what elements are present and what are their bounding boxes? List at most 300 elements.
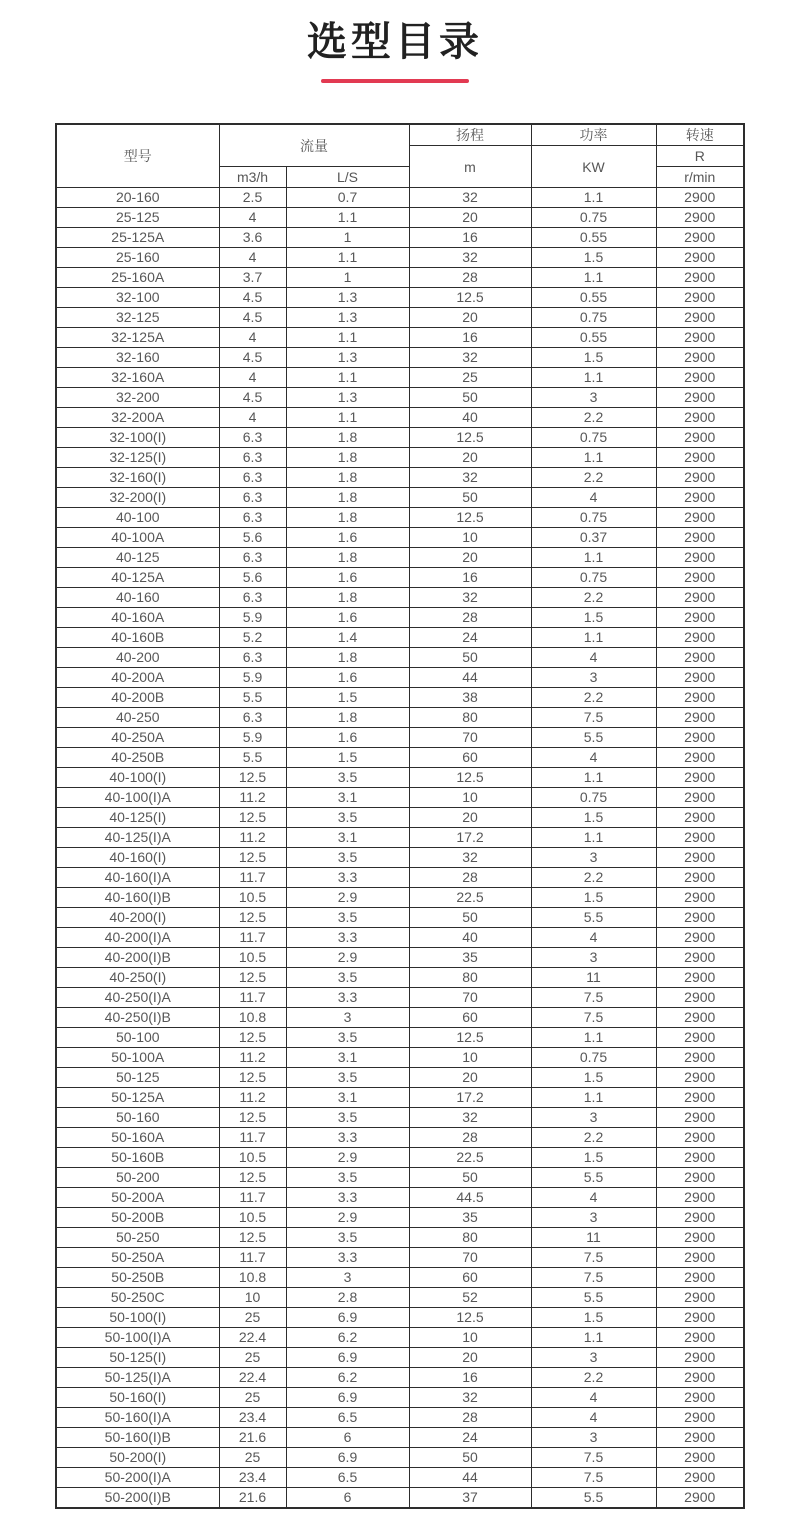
cell-flow-m3h: 11.7	[219, 868, 286, 888]
cell-model: 32-160(I)	[56, 468, 219, 488]
cell-flow-m3h: 12.5	[219, 808, 286, 828]
header-model: 型号	[56, 124, 219, 188]
cell-model: 50-160	[56, 1108, 219, 1128]
cell-flow-m3h: 25	[219, 1348, 286, 1368]
cell-head-m: 20	[409, 548, 531, 568]
cell-flow-ls: 3.1	[286, 1088, 409, 1108]
table-body	[56, 188, 744, 1509]
cell-power-kw: 5.5	[531, 908, 656, 928]
table-row	[56, 928, 744, 948]
cell-power-kw: 7.5	[531, 1268, 656, 1288]
cell-power-kw: 5.5	[531, 1168, 656, 1188]
cell-speed-rpm: 2900	[656, 548, 744, 568]
cell-speed-rpm: 2900	[656, 248, 744, 268]
cell-model: 50-200(I)B	[56, 1488, 219, 1509]
cell-head-m: 12.5	[409, 428, 531, 448]
table-row	[56, 828, 744, 848]
cell-speed-rpm: 2900	[656, 1488, 744, 1509]
cell-power-kw: 1.1	[531, 1028, 656, 1048]
cell-model: 25-160	[56, 248, 219, 268]
cell-flow-ls: 3	[286, 1008, 409, 1028]
cell-head-m: 16	[409, 328, 531, 348]
cell-flow-ls: 3.5	[286, 1108, 409, 1128]
table-row	[56, 968, 744, 988]
table-row	[56, 1408, 744, 1428]
table-row	[56, 528, 744, 548]
cell-power-kw: 1.5	[531, 808, 656, 828]
cell-flow-ls: 1.3	[286, 348, 409, 368]
cell-head-m: 12.5	[409, 508, 531, 528]
cell-power-kw: 1.5	[531, 1068, 656, 1088]
cell-power-kw: 2.2	[531, 688, 656, 708]
cell-model: 50-200(I)A	[56, 1468, 219, 1488]
cell-model: 32-200	[56, 388, 219, 408]
cell-head-m: 32	[409, 588, 531, 608]
cell-model: 40-125(I)A	[56, 828, 219, 848]
header-flow-m3h: m3/h	[219, 167, 286, 188]
cell-flow-m3h: 6.3	[219, 708, 286, 728]
table-row	[56, 908, 744, 928]
cell-power-kw: 4	[531, 1408, 656, 1428]
cell-flow-m3h: 11.2	[219, 1048, 286, 1068]
cell-model: 40-100(I)A	[56, 788, 219, 808]
table-row	[56, 688, 744, 708]
cell-head-m: 20	[409, 448, 531, 468]
cell-power-kw: 4	[531, 1188, 656, 1208]
cell-speed-rpm: 2900	[656, 488, 744, 508]
header-row-1	[56, 124, 744, 146]
table-row	[56, 628, 744, 648]
cell-flow-ls: 3.5	[286, 848, 409, 868]
cell-head-m: 20	[409, 1068, 531, 1088]
cell-flow-m3h: 12.5	[219, 968, 286, 988]
cell-model: 50-100(I)A	[56, 1328, 219, 1348]
cell-speed-rpm: 2900	[656, 468, 744, 488]
cell-flow-ls: 6.9	[286, 1448, 409, 1468]
cell-power-kw: 3	[531, 1208, 656, 1228]
cell-head-m: 44	[409, 668, 531, 688]
table-row	[56, 1488, 744, 1509]
cell-flow-ls: 1.1	[286, 248, 409, 268]
cell-power-kw: 4	[531, 488, 656, 508]
cell-model: 50-100(I)	[56, 1308, 219, 1328]
cell-speed-rpm: 2900	[656, 288, 744, 308]
cell-power-kw: 11	[531, 968, 656, 988]
cell-power-kw: 0.75	[531, 428, 656, 448]
cell-model: 40-200(I)B	[56, 948, 219, 968]
cell-flow-ls: 3.5	[286, 768, 409, 788]
cell-flow-m3h: 10.5	[219, 1148, 286, 1168]
cell-flow-ls: 0.7	[286, 188, 409, 208]
cell-model: 50-125A	[56, 1088, 219, 1108]
cell-flow-m3h: 12.5	[219, 908, 286, 928]
cell-flow-m3h: 21.6	[219, 1428, 286, 1448]
cell-flow-ls: 3.5	[286, 1168, 409, 1188]
cell-model: 50-250C	[56, 1288, 219, 1308]
table-row	[56, 1028, 744, 1048]
cell-power-kw: 2.2	[531, 468, 656, 488]
cell-speed-rpm: 2900	[656, 1288, 744, 1308]
cell-flow-ls: 6.5	[286, 1468, 409, 1488]
table-row	[56, 508, 744, 528]
cell-head-m: 22.5	[409, 888, 531, 908]
cell-flow-ls: 1	[286, 228, 409, 248]
cell-flow-ls: 1.5	[286, 688, 409, 708]
cell-power-kw: 5.5	[531, 728, 656, 748]
cell-speed-rpm: 2900	[656, 1048, 744, 1068]
cell-power-kw: 0.75	[531, 788, 656, 808]
cell-flow-m3h: 4	[219, 408, 286, 428]
cell-model: 50-200(I)	[56, 1448, 219, 1468]
cell-power-kw: 7.5	[531, 988, 656, 1008]
cell-speed-rpm: 2900	[656, 688, 744, 708]
cell-head-m: 22.5	[409, 1148, 531, 1168]
cell-head-m: 52	[409, 1288, 531, 1308]
cell-flow-ls: 3.5	[286, 1068, 409, 1088]
cell-head-m: 25	[409, 368, 531, 388]
cell-model: 40-160(I)	[56, 848, 219, 868]
cell-speed-rpm: 2900	[656, 1348, 744, 1368]
cell-head-m: 50	[409, 908, 531, 928]
cell-head-m: 20	[409, 208, 531, 228]
cell-speed-rpm: 2900	[656, 928, 744, 948]
cell-power-kw: 3	[531, 668, 656, 688]
cell-speed-rpm: 2900	[656, 908, 744, 928]
cell-head-m: 10	[409, 788, 531, 808]
header-flow: 流量	[219, 124, 409, 167]
cell-speed-rpm: 2900	[656, 528, 744, 548]
cell-speed-rpm: 2900	[656, 668, 744, 688]
cell-power-kw: 0.55	[531, 328, 656, 348]
cell-speed-rpm: 2900	[656, 1188, 744, 1208]
cell-flow-m3h: 11.7	[219, 928, 286, 948]
cell-head-m: 32	[409, 248, 531, 268]
cell-power-kw: 0.55	[531, 288, 656, 308]
cell-speed-rpm: 2900	[656, 628, 744, 648]
cell-head-m: 70	[409, 1248, 531, 1268]
cell-flow-ls: 1.8	[286, 488, 409, 508]
cell-flow-ls: 2.9	[286, 1148, 409, 1168]
cell-flow-ls: 6.2	[286, 1328, 409, 1348]
cell-flow-m3h: 5.5	[219, 688, 286, 708]
cell-power-kw: 0.75	[531, 308, 656, 328]
cell-model: 40-160A	[56, 608, 219, 628]
cell-flow-m3h: 22.4	[219, 1368, 286, 1388]
cell-power-kw: 1.5	[531, 248, 656, 268]
cell-speed-rpm: 2900	[656, 808, 744, 828]
cell-head-m: 20	[409, 308, 531, 328]
cell-speed-rpm: 2900	[656, 228, 744, 248]
table-row	[56, 988, 744, 1008]
table-row	[56, 728, 744, 748]
cell-power-kw: 2.2	[531, 408, 656, 428]
cell-flow-m3h: 6.3	[219, 648, 286, 668]
cell-power-kw: 1.5	[531, 608, 656, 628]
cell-speed-rpm: 2900	[656, 1068, 744, 1088]
cell-model: 32-100(I)	[56, 428, 219, 448]
cell-model: 50-200A	[56, 1188, 219, 1208]
cell-head-m: 44	[409, 1468, 531, 1488]
cell-flow-m3h: 11.2	[219, 828, 286, 848]
cell-flow-m3h: 11.7	[219, 988, 286, 1008]
cell-model: 50-250B	[56, 1268, 219, 1288]
cell-model: 32-200(I)	[56, 488, 219, 508]
cell-power-kw: 1.1	[531, 628, 656, 648]
table-row	[56, 288, 744, 308]
cell-speed-rpm: 2900	[656, 308, 744, 328]
cell-power-kw: 3	[531, 388, 656, 408]
cell-flow-m3h: 4	[219, 328, 286, 348]
table-row	[56, 1328, 744, 1348]
cell-flow-ls: 3.3	[286, 868, 409, 888]
cell-head-m: 50	[409, 648, 531, 668]
cell-power-kw: 4	[531, 748, 656, 768]
cell-head-m: 12.5	[409, 288, 531, 308]
cell-power-kw: 7.5	[531, 708, 656, 728]
cell-power-kw: 1.5	[531, 888, 656, 908]
cell-flow-m3h: 4	[219, 208, 286, 228]
table-row	[56, 808, 744, 828]
cell-model: 32-160A	[56, 368, 219, 388]
table-row	[56, 1368, 744, 1388]
cell-speed-rpm: 2900	[656, 508, 744, 528]
cell-flow-m3h: 5.9	[219, 608, 286, 628]
cell-model: 32-125(I)	[56, 448, 219, 468]
cell-flow-m3h: 12.5	[219, 1168, 286, 1188]
cell-head-m: 16	[409, 228, 531, 248]
cell-model: 50-200B	[56, 1208, 219, 1228]
table-row	[56, 1228, 744, 1248]
page-title: 选型目录	[307, 20, 483, 64]
header-speed-unit-r: R	[656, 146, 744, 167]
cell-model: 40-200	[56, 648, 219, 668]
header-power: 功率	[531, 124, 656, 146]
cell-flow-m3h: 10.8	[219, 1268, 286, 1288]
cell-flow-m3h: 10.5	[219, 1208, 286, 1228]
cell-model: 50-100A	[56, 1048, 219, 1068]
table-row	[56, 868, 744, 888]
cell-speed-rpm: 2900	[656, 888, 744, 908]
table-row	[56, 588, 744, 608]
cell-model: 40-125(I)	[56, 808, 219, 828]
table-row	[56, 1248, 744, 1268]
cell-power-kw: 0.75	[531, 1048, 656, 1068]
cell-flow-ls: 1.1	[286, 368, 409, 388]
cell-power-kw: 4	[531, 648, 656, 668]
table-row	[56, 648, 744, 668]
cell-speed-rpm: 2900	[656, 268, 744, 288]
table-row	[56, 768, 744, 788]
cell-flow-ls: 3.3	[286, 988, 409, 1008]
table-row	[56, 948, 744, 968]
cell-head-m: 40	[409, 408, 531, 428]
cell-flow-ls: 1.6	[286, 528, 409, 548]
cell-speed-rpm: 2900	[656, 1208, 744, 1228]
table-row	[56, 448, 744, 468]
table-row	[56, 1068, 744, 1088]
cell-model: 40-200A	[56, 668, 219, 688]
cell-head-m: 28	[409, 608, 531, 628]
cell-flow-m3h: 21.6	[219, 1488, 286, 1509]
cell-head-m: 40	[409, 928, 531, 948]
table-row	[56, 1168, 744, 1188]
table-row	[56, 468, 744, 488]
cell-flow-m3h: 23.4	[219, 1408, 286, 1428]
cell-speed-rpm: 2900	[656, 1108, 744, 1128]
cell-speed-rpm: 2900	[656, 1328, 744, 1348]
cell-flow-m3h: 5.6	[219, 568, 286, 588]
table-row	[56, 268, 744, 288]
cell-head-m: 32	[409, 1388, 531, 1408]
cell-head-m: 10	[409, 1048, 531, 1068]
cell-power-kw: 1.1	[531, 828, 656, 848]
cell-flow-m3h: 5.5	[219, 748, 286, 768]
table-row	[56, 748, 744, 768]
cell-speed-rpm: 2900	[656, 988, 744, 1008]
table-row	[56, 708, 744, 728]
cell-power-kw: 1.1	[531, 1088, 656, 1108]
cell-speed-rpm: 2900	[656, 208, 744, 228]
cell-head-m: 17.2	[409, 828, 531, 848]
cell-flow-m3h: 6.3	[219, 468, 286, 488]
cell-model: 25-125A	[56, 228, 219, 248]
cell-power-kw: 4	[531, 928, 656, 948]
table-row	[56, 388, 744, 408]
cell-head-m: 50	[409, 388, 531, 408]
cell-speed-rpm: 2900	[656, 848, 744, 868]
cell-flow-ls: 1.3	[286, 388, 409, 408]
cell-model: 40-160B	[56, 628, 219, 648]
cell-head-m: 12.5	[409, 1308, 531, 1328]
cell-model: 32-160	[56, 348, 219, 368]
selection-catalog-table	[55, 123, 745, 1509]
cell-flow-ls: 2.9	[286, 888, 409, 908]
cell-speed-rpm: 2900	[656, 448, 744, 468]
cell-model: 40-200(I)	[56, 908, 219, 928]
cell-flow-ls: 6.9	[286, 1308, 409, 1328]
table-row	[56, 328, 744, 348]
cell-head-m: 32	[409, 848, 531, 868]
table-row	[56, 1008, 744, 1028]
cell-speed-rpm: 2900	[656, 1368, 744, 1388]
cell-head-m: 20	[409, 808, 531, 828]
cell-model: 50-200	[56, 1168, 219, 1188]
cell-flow-ls: 3.3	[286, 1248, 409, 1268]
cell-head-m: 32	[409, 188, 531, 208]
cell-model: 40-160	[56, 588, 219, 608]
cell-head-m: 28	[409, 1128, 531, 1148]
cell-flow-ls: 3.3	[286, 1128, 409, 1148]
cell-speed-rpm: 2900	[656, 828, 744, 848]
cell-flow-ls: 1.8	[286, 648, 409, 668]
cell-head-m: 28	[409, 868, 531, 888]
cell-flow-m3h: 4	[219, 368, 286, 388]
cell-power-kw: 1.1	[531, 548, 656, 568]
cell-head-m: 60	[409, 748, 531, 768]
cell-speed-rpm: 2900	[656, 348, 744, 368]
cell-flow-m3h: 5.2	[219, 628, 286, 648]
cell-flow-ls: 3.5	[286, 968, 409, 988]
cell-power-kw: 1.1	[531, 448, 656, 468]
cell-speed-rpm: 2900	[656, 748, 744, 768]
cell-head-m: 24	[409, 628, 531, 648]
cell-power-kw: 11	[531, 1228, 656, 1248]
cell-speed-rpm: 2900	[656, 868, 744, 888]
table-row	[56, 1388, 744, 1408]
table-row	[56, 608, 744, 628]
cell-flow-ls: 6	[286, 1428, 409, 1448]
cell-power-kw: 1.1	[531, 268, 656, 288]
cell-model: 50-125(I)	[56, 1348, 219, 1368]
cell-flow-ls: 3.5	[286, 808, 409, 828]
cell-power-kw: 3	[531, 1428, 656, 1448]
cell-flow-m3h: 4.5	[219, 308, 286, 328]
cell-model: 40-250(I)	[56, 968, 219, 988]
cell-head-m: 32	[409, 1108, 531, 1128]
cell-speed-rpm: 2900	[656, 1248, 744, 1268]
cell-power-kw: 2.2	[531, 1368, 656, 1388]
cell-flow-ls: 1.8	[286, 708, 409, 728]
cell-model: 32-125A	[56, 328, 219, 348]
cell-speed-rpm: 2900	[656, 1308, 744, 1328]
cell-speed-rpm: 2900	[656, 788, 744, 808]
cell-head-m: 12.5	[409, 768, 531, 788]
cell-flow-m3h: 25	[219, 1308, 286, 1328]
cell-flow-m3h: 11.2	[219, 788, 286, 808]
cell-head-m: 12.5	[409, 1028, 531, 1048]
cell-model: 40-200B	[56, 688, 219, 708]
cell-power-kw: 1.1	[531, 768, 656, 788]
cell-flow-ls: 1.3	[286, 288, 409, 308]
cell-model: 50-160(I)B	[56, 1428, 219, 1448]
cell-power-kw: 2.2	[531, 1128, 656, 1148]
cell-power-kw: 2.2	[531, 588, 656, 608]
table-row	[56, 548, 744, 568]
cell-model: 50-250A	[56, 1248, 219, 1268]
cell-model: 50-125	[56, 1068, 219, 1088]
cell-speed-rpm: 2900	[656, 1268, 744, 1288]
cell-speed-rpm: 2900	[656, 968, 744, 988]
table-row	[56, 208, 744, 228]
cell-head-m: 28	[409, 1408, 531, 1428]
cell-head-m: 38	[409, 688, 531, 708]
cell-head-m: 70	[409, 728, 531, 748]
cell-speed-rpm: 2900	[656, 728, 744, 748]
cell-head-m: 80	[409, 1228, 531, 1248]
cell-flow-m3h: 6.3	[219, 588, 286, 608]
header-speed-unit-rmin: r/min	[656, 167, 744, 188]
cell-model: 40-250(I)A	[56, 988, 219, 1008]
table-row	[56, 788, 744, 808]
table-row	[56, 1448, 744, 1468]
cell-speed-rpm: 2900	[656, 588, 744, 608]
title-underline-decoration	[321, 79, 469, 83]
cell-flow-m3h: 6.3	[219, 428, 286, 448]
cell-power-kw: 3	[531, 1348, 656, 1368]
cell-flow-ls: 1.1	[286, 408, 409, 428]
cell-flow-ls: 3.3	[286, 928, 409, 948]
cell-flow-m3h: 4.5	[219, 388, 286, 408]
cell-model: 40-200(I)A	[56, 928, 219, 948]
cell-speed-rpm: 2900	[656, 1388, 744, 1408]
cell-flow-ls: 1.8	[286, 468, 409, 488]
cell-power-kw: 3	[531, 948, 656, 968]
cell-flow-ls: 1.8	[286, 588, 409, 608]
cell-model: 20-160	[56, 188, 219, 208]
cell-head-m: 60	[409, 1268, 531, 1288]
cell-speed-rpm: 2900	[656, 328, 744, 348]
cell-flow-ls: 1.6	[286, 608, 409, 628]
